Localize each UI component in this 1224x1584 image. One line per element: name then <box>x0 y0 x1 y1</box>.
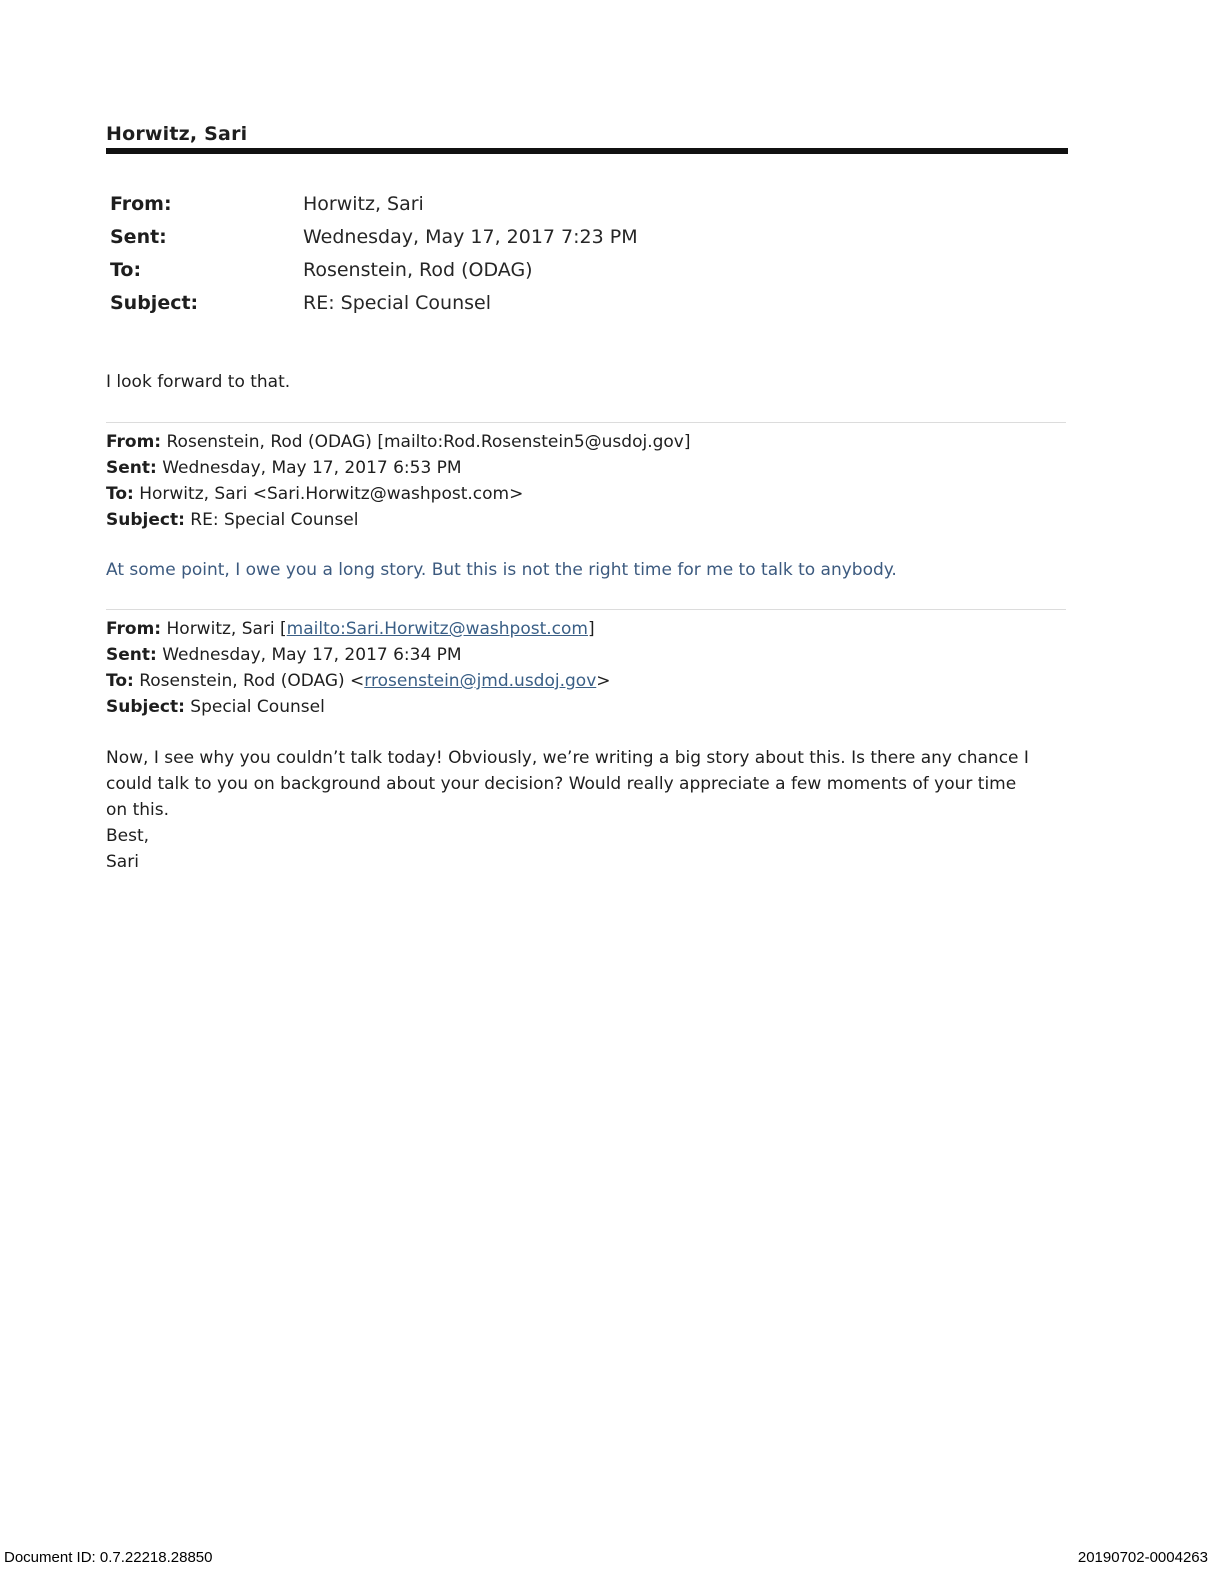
quoted2-sent-label: Sent: <box>106 645 157 665</box>
quoted2-body-line: Now, I see why you couldn’t talk today! Obviously, we’re writing a big story about this. Is there any chance I <box>106 748 1029 768</box>
quoted2-from-mailto-link[interactable]: mailto:Sari.Horwitz@washpost.com <box>286 619 588 639</box>
owner-divider <box>106 148 1068 154</box>
header-subject-row <box>110 286 638 319</box>
email-header <box>110 187 638 319</box>
quoted2-to-line <box>106 668 611 694</box>
quoted2-to-value-pre: Rosenstein, Rod (ODAG) < <box>133 671 365 691</box>
quoted2-body-line: could talk to you on background about your decision? Would really appreciate a few moments of your time <box>106 774 1017 794</box>
quoted-separator-2 <box>106 609 1066 610</box>
quoted1-subject-label: Subject: <box>106 510 185 530</box>
quoted1-from-value: Rosenstein, Rod (ODAG) [mailto:Rod.Rosenstein5@usdoj.gov] <box>161 432 691 452</box>
quoted-separator-1 <box>106 422 1066 423</box>
quoted2-from-line <box>106 616 611 642</box>
quoted2-body-line: on this. <box>106 800 170 820</box>
quoted1-from-line <box>106 429 691 455</box>
quoted2-from-value-pre: Horwitz, Sari [ <box>161 619 287 639</box>
header-from-label: From: <box>110 192 172 215</box>
quoted1-sent-line <box>106 455 691 481</box>
top-message-body: I look forward to that. <box>106 372 291 392</box>
quoted2-sent-line <box>106 642 611 668</box>
header-from-value: Horwitz, Sari <box>303 192 424 215</box>
header-from-row <box>110 187 638 220</box>
quoted2-from-label: From: <box>106 619 162 639</box>
footer-bates-number: 20190702-0004263 <box>1077 1549 1208 1566</box>
header-to-value: Rosenstein, Rod (ODAG) <box>303 258 533 281</box>
quoted2-from-value-post: ] <box>587 619 595 639</box>
footer-document-id: Document ID: 0.7.22218.28850 <box>4 1549 213 1566</box>
quoted2-subject-line <box>106 694 611 720</box>
header-subject-value: RE: Special Counsel <box>303 291 491 314</box>
header-to-label: To: <box>110 258 142 281</box>
quoted1-to-value: Horwitz, Sari <Sari.Horwitz@washpost.com> <box>133 484 524 504</box>
quoted1-subject-value: RE: Special Counsel <box>184 510 359 530</box>
quoted2-subject-label: Subject: <box>106 697 185 717</box>
quoted-message-1-body: At some point, I owe you a long story. But this is not the right time for me to talk to anybody. <box>106 560 897 580</box>
quoted1-to-line <box>106 481 691 507</box>
quoted2-to-email-link[interactable]: rrosenstein@jmd.usdoj.gov <box>364 671 597 691</box>
quoted1-sent-label: Sent: <box>106 458 157 478</box>
quoted1-subject-line <box>106 507 691 533</box>
quoted2-sent-value: Wednesday, May 17, 2017 6:34 PM <box>156 645 462 665</box>
quoted-message-1-header <box>106 429 691 533</box>
header-subject-label: Subject: <box>110 291 199 314</box>
header-sent-label: Sent: <box>110 225 167 248</box>
quoted1-to-label: To: <box>106 484 134 504</box>
quoted2-to-value-post: > <box>596 671 611 691</box>
quoted-message-2-body <box>106 745 1066 875</box>
quoted2-body-line: Sari <box>106 852 139 872</box>
header-sent-value: Wednesday, May 17, 2017 7:23 PM <box>303 225 638 248</box>
quoted-message-2-header <box>106 616 611 720</box>
quoted2-to-label: To: <box>106 671 134 691</box>
header-to-row <box>110 253 638 286</box>
document-owner-name: Horwitz, Sari <box>106 123 248 145</box>
quoted1-from-label: From: <box>106 432 162 452</box>
header-sent-row <box>110 220 638 253</box>
quoted1-sent-value: Wednesday, May 17, 2017 6:53 PM <box>156 458 462 478</box>
quoted2-body-line: Best, <box>106 826 150 846</box>
quoted2-subject-value: Special Counsel <box>184 697 325 717</box>
